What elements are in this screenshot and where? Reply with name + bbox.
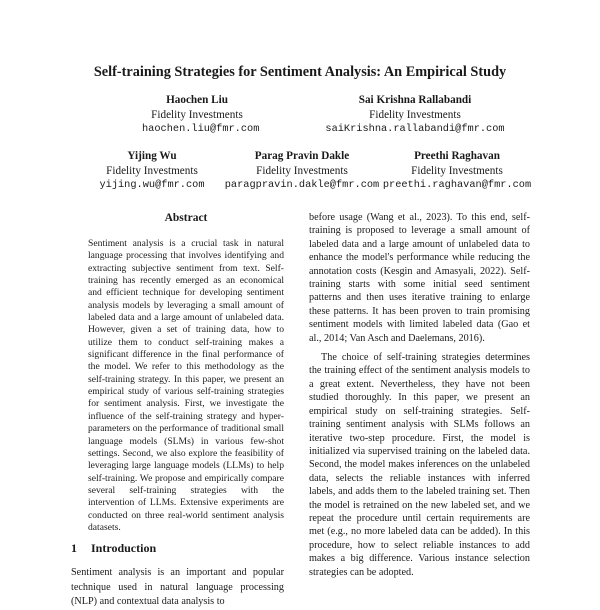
section-heading-introduction — [71, 541, 156, 556]
section-title: Introduction — [91, 541, 157, 555]
author-affiliation: Fidelity Investments — [369, 108, 461, 121]
author-email: saiKrishna.rallabandi@fmr.com — [325, 123, 505, 135]
introduction-paragraph: Sentiment analysis is an important and popular technique used in natural language processing (NLP) and contextual data analysis to — [71, 567, 284, 607]
author-affiliation: Fidelity Investments — [256, 164, 348, 177]
paper-title: Self-training Strategies for Sentiment Analysis: An Empirical Study — [93, 64, 507, 80]
body-paragraph: The choice of self-training strategies determines the training effect of the sentiment analysis models to a great extent. Nevertheless, they have not been studied thoroughly. In this paper, we present an empirical study on self-training strategies. Self-training sentiment analysis with SLMs follows an iterative two-step procedure. First, the model is initialized via supervised training on the labeled data. Second, the model makes inferences on the unlabeled data, selects the reliable instances with inferred labels, and adds them to the labeled training set. Then the model is retrained on the new labeled set, and we repeat the procedure until certain requirements are met (e.g., no more labeled data can be added). In this procedure, how to select reliable instances to add makes a big difference. Various instance selection strategies can be adopted. — [309, 352, 530, 578]
author-affiliation: Fidelity Investments — [411, 164, 503, 177]
author-name: Yijing Wu — [127, 150, 177, 162]
author-email: paragpravin.dakle@fmr.com — [224, 179, 380, 191]
abstract-heading: Abstract — [164, 212, 208, 224]
author-name: Sai Krishna Rallabandi — [358, 94, 472, 106]
author-name: Parag Pravin Dakle — [254, 150, 350, 162]
author-block — [380, 149, 534, 193]
author-name: Preethi Raghavan — [414, 150, 500, 162]
body-paragraph: before usage (Wang et al., 2023). To this end, self-training is proposed to leverage a small amount of labeled data and a large amount of unlabeled data to enhance the model's performance while reducing the annotation costs (Kesgin and Amasyali, 2022). Self-training starts with some initial seed sentiment patterns and then uses iterative training to enlarge these patterns. It has been proven to train promising sentiment models with limited labeled data (Gao et al., 2014; Van Asch and Daelemans, 2016). — [309, 212, 530, 344]
abstract-body: Sentiment analysis is a crucial task in natural language processing that involves identifying and extracting subjective sentiment from text. Self-training has recently emerged as an economical and efficient technique for developing sentiment analysis models by leveraging a small amount of labeled data and a large amount of unlabeled data. However, given a set of training data, how to utilize them to conduct self-training makes a significant difference in the final performance of the model. We refer to this methodology as the self-training strategy. In this paper, we present an empirical study of various self-training strategies for sentiment analysis. First, we investigate the influence of the self-training strategy and hyper-parameters on the performance of traditional small language models (SLMs) in various few-shot settings. Second, we also explore the feasibility of leveraging large language models (LLMs) to help self-training. We propose and empirically compare several self-training strategies with the intervention of LLMs. Extensive experiments are conducted on three real-world sentiment analysis datasets. — [88, 238, 284, 533]
author-block — [92, 149, 212, 193]
author-block — [142, 93, 260, 137]
author-block — [224, 149, 380, 193]
author-name: Haochen Liu — [166, 94, 228, 106]
right-column — [309, 211, 530, 579]
author-block — [315, 93, 515, 137]
author-email: haochen.liu@fmr.com — [142, 123, 260, 135]
author-affiliation: Fidelity Investments — [151, 108, 243, 121]
section-number: 1 — [71, 541, 77, 555]
author-affiliation: Fidelity Investments — [106, 164, 198, 177]
author-email: preethi.raghavan@fmr.com — [382, 179, 532, 191]
author-email: yijing.wu@fmr.com — [99, 179, 205, 191]
